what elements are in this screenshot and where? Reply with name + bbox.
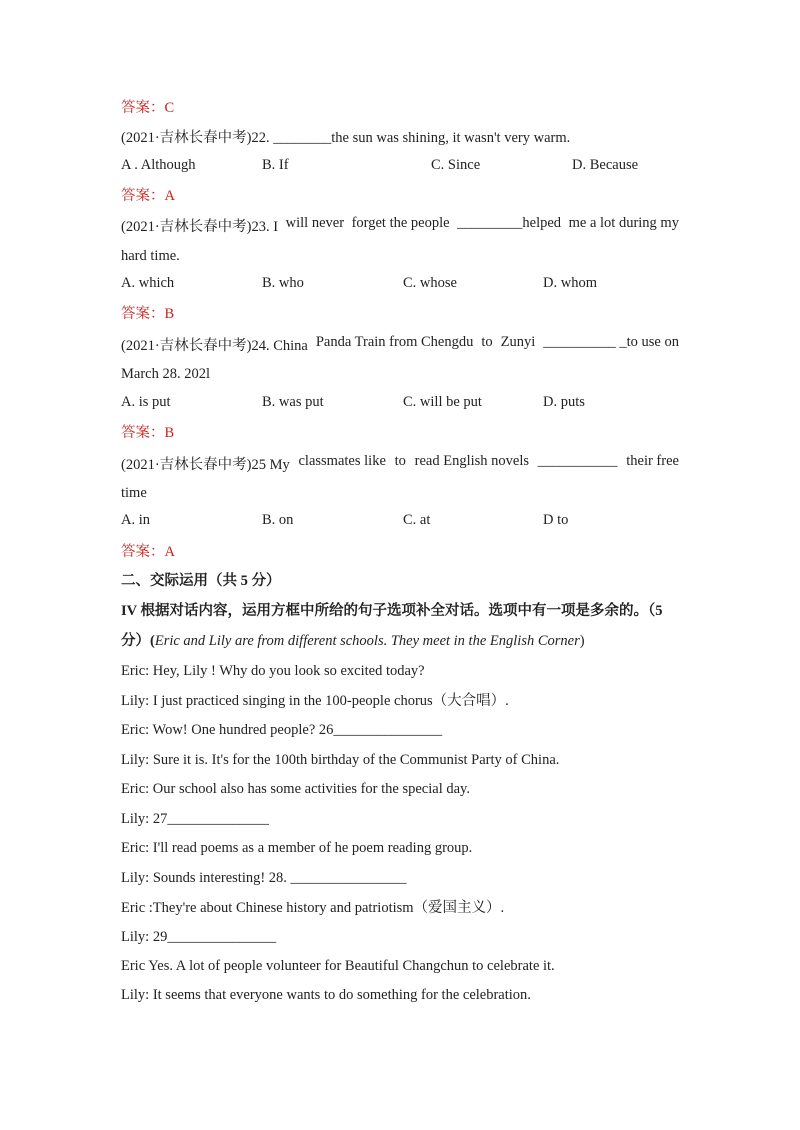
dialogue-line: Eric: Our school also has some activities for the special day. <box>121 781 470 797</box>
dialogue-line: Eric Yes. A lot of people volunteer for Beautiful Changchun to celebrate it. <box>121 958 555 974</box>
instr-suffix: ) <box>579 633 585 649</box>
q24-seg: Panda Train from Chengdu <box>315 334 474 350</box>
q23-seg: (2021·吉林长春中考)23. I <box>121 219 279 235</box>
question-22: (2021·吉林长春中考)22. ________the sun was shining, it wasn't very warm. <box>121 130 571 146</box>
q24-seg: __________ _to use on <box>543 334 679 350</box>
q24-seg: Zunyi <box>500 334 536 350</box>
dialogue-line: Lily: Sounds interesting! 28. ________________ <box>121 870 407 886</box>
q23-seg: me a lot during my <box>568 215 679 231</box>
dialogue-line: Eric: I'll read poems as a member of he poem reading group. <box>121 840 473 856</box>
q24-option-b: B. was put <box>262 394 324 410</box>
q22-option-d: D. Because <box>572 157 639 173</box>
instr-context: Eric and Lily are from different schools. They meet in the English Corner <box>154 633 580 649</box>
dialogue-line: Lily: 27______________ <box>121 811 269 827</box>
dialogue-line: Lily: Sure it is. It's for the 100th birthday of the Communist Party of China. <box>121 752 560 768</box>
q25-option-a: A. in <box>121 512 150 528</box>
answer-25: 答案：A <box>121 544 175 560</box>
answer-22: 答案：A <box>121 188 175 204</box>
q23-option-d: D. whom <box>543 275 597 291</box>
section-instruction-line1: IV 根据对话内容，运用方框中所给的句子选项补全对话。选项中有一项是多余的。（5 <box>121 603 663 619</box>
q23-option-c: C. whose <box>403 275 457 291</box>
q24-option-c: C. will be put <box>403 394 482 410</box>
dialogue-line: Lily: It seems that everyone wants to do something for the celebration. <box>121 987 531 1003</box>
answer-23: 答案：B <box>121 306 175 322</box>
q25-seg: read English novels <box>414 453 530 469</box>
question-23-line1 <box>121 215 679 236</box>
q25-option-d: D to <box>543 512 569 528</box>
q23-option-a: A. which <box>121 275 175 291</box>
q24-seg: to <box>481 334 493 350</box>
q23-seg: _________helped <box>457 215 562 231</box>
section-heading: 二、交际运用（共 5 分） <box>121 573 281 589</box>
q25-seg: (2021·吉林长春中考)25 My <box>121 457 290 473</box>
question-24-line1 <box>121 334 679 355</box>
q22-option-b: B. If <box>262 157 289 173</box>
answer-21: 答案：C <box>121 100 175 116</box>
q24-option-a: A. is put <box>121 394 171 410</box>
dialogue-line: Eric: Hey, Lily ! Why do you look so excited today? <box>121 663 425 679</box>
question-25-line2: time <box>121 485 147 501</box>
question-25-line1 <box>121 453 679 474</box>
q22-option-c: C. Since <box>431 157 481 173</box>
answer-24: 答案：B <box>121 425 175 441</box>
question-23-line2: hard time. <box>121 248 180 264</box>
instr-prefix: 分）( <box>121 633 155 649</box>
dialogue-line: Eric :They're about Chinese history and patriotism（爱国主义）. <box>121 900 505 916</box>
q25-seg: their free <box>626 453 679 469</box>
q23-option-b: B. who <box>262 275 304 291</box>
q25-option-c: C. at <box>403 512 431 528</box>
q25-seg: to <box>394 453 406 469</box>
q25-seg: ___________ <box>537 453 618 469</box>
section-instruction-line2 <box>121 631 585 651</box>
q24-option-d: D. puts <box>543 394 585 410</box>
q22-option-a: A . Although <box>121 157 196 173</box>
q23-seg: forget the people <box>351 215 450 231</box>
q25-seg: classmates like <box>298 453 386 469</box>
dialogue-line: Lily: 29_______________ <box>121 929 277 945</box>
question-24-line2: March 28. 202l <box>121 366 210 382</box>
q25-option-b: B. on <box>262 512 294 528</box>
dialogue-line: Eric: Wow! One hundred people? 26_______________ <box>121 722 443 738</box>
q23-seg: will never <box>285 215 345 231</box>
dialogue-line: Lily: I just practiced singing in the 100-people chorus（大合唱）. <box>121 693 509 709</box>
q24-seg: (2021·吉林长春中考)24. China <box>121 338 308 354</box>
